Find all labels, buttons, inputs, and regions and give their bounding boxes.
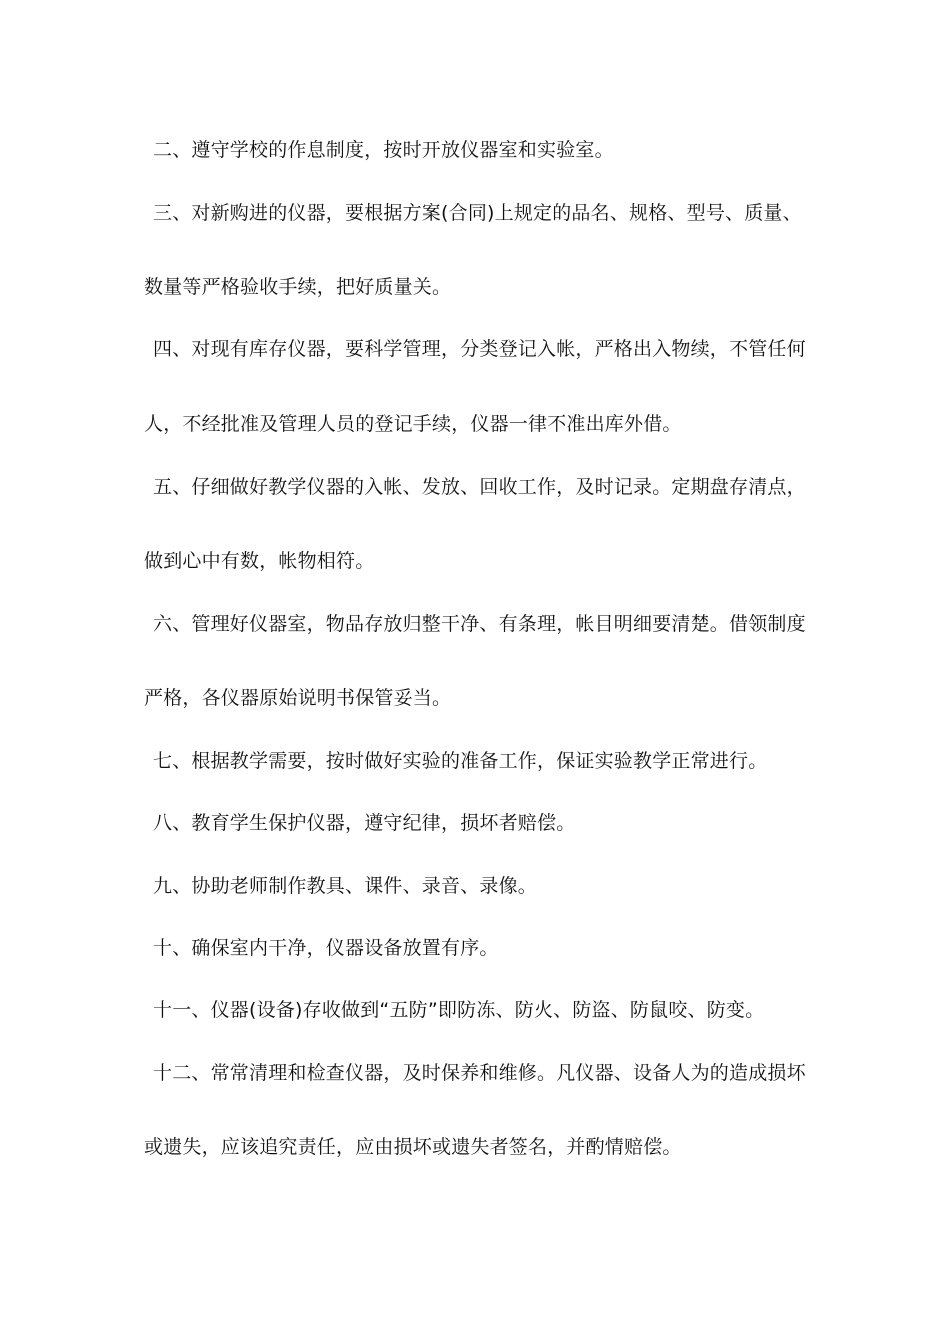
rule-11-line-1: 十一、仪器(设备)存收做到“五防”即防冻、防火、防盗、防鼠咬、防变。	[153, 999, 765, 1021]
rule-12-line-1: 十二、常常清理和检查仪器，及时保养和维修。凡仪器、设备人为的造成损坏	[153, 1062, 806, 1084]
rule-3-line-1: 三、对新购进的仪器，要根据方案(合同)上规定的品名、规格、型号、质量、	[153, 202, 802, 224]
rule-5-line-1: 五、仔细做好教学仪器的入帐、发放、回收工作，及时记录。定期盘存清点，	[153, 476, 806, 498]
rule-7-line-1: 七、根据教学需要，按时做好实验的准备工作，保证实验教学正常进行。	[153, 750, 768, 772]
rule-6-line-1: 六、管理好仪器室，物品存放归整干净、有条理，帐目明细要清楚。借领制度	[153, 613, 806, 635]
rule-4-line-2: 人，不经批准及管理人员的登记手续，仪器一律不准出库外借。	[144, 413, 682, 435]
rule-10-line-1: 十、确保室内干净，仪器设备放置有序。	[153, 937, 499, 959]
rule-8-line-1: 八、教育学生保护仪器，遵守纪律，损坏者赔偿。	[153, 812, 576, 834]
rule-9-line-1: 九、协助老师制作教具、课件、录音、录像。	[153, 875, 538, 897]
rule-3-line-2: 数量等严格验收手续，把好质量关。	[144, 276, 452, 298]
rule-12-line-2: 或遗失，应该追究责任，应由损坏或遗失者签名，并酌情赔偿。	[144, 1136, 682, 1158]
rule-4-line-1: 四、对现有库存仪器，要科学管理，分类登记入帐，严格出入物续，不管任何	[153, 338, 806, 360]
rule-2-line-1: 二、遵守学校的作息制度，按时开放仪器室和实验室。	[153, 139, 614, 161]
rule-6-line-2: 严格，各仪器原始说明书保管妥当。	[144, 687, 452, 709]
rule-5-line-2: 做到心中有数，帐物相符。	[144, 550, 375, 572]
